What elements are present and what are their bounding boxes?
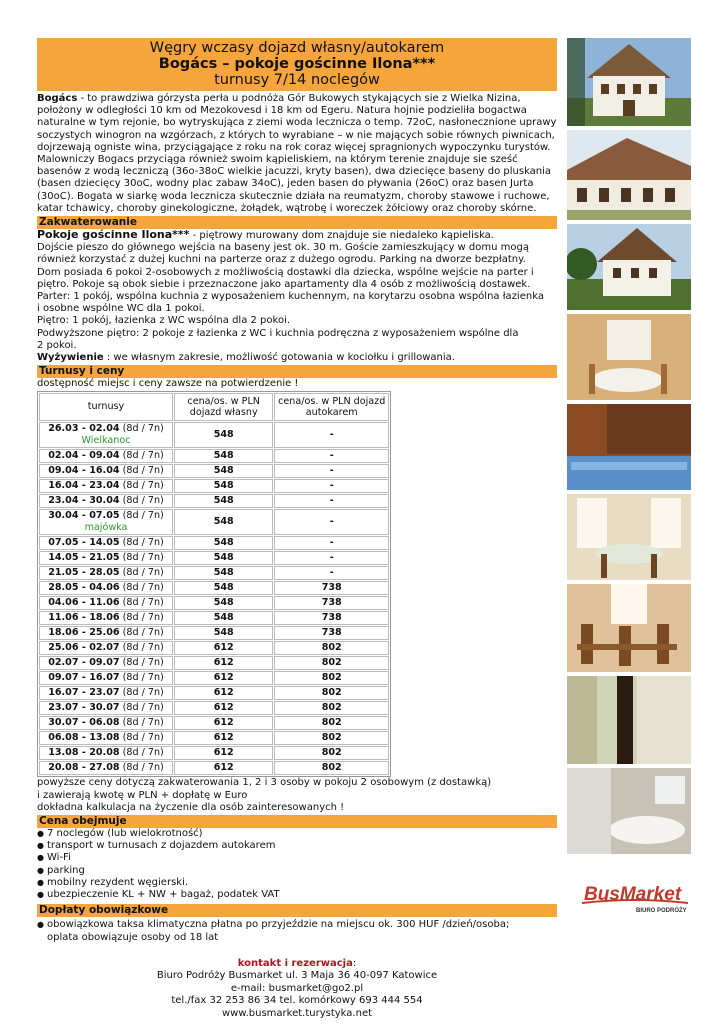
price-bus: 802 [274, 656, 389, 670]
price-own: 548 [174, 581, 273, 595]
accommodation-text1: - piętrowy murowany dom znajduje sie niedaleko kąpieliska. [189, 230, 494, 242]
price-own: 612 [174, 686, 273, 700]
title-line-2: Bogács – pokoje gościnne Ilona*** [158, 56, 436, 72]
price-bus: 802 [274, 686, 389, 700]
table-row [39, 479, 389, 493]
price-bus: - [274, 422, 389, 448]
list-item: ● ubezpieczenie KL + NW + bagaż, podatek VAT [37, 889, 557, 901]
table-row [39, 641, 389, 655]
list-item: ● obowiązkowa taksa klimatyczna płatna po przyjeździe na miejscu ok. 300 HUF /dzień/osoba; oplata obowiązuje osoby od 18 lat [37, 919, 557, 943]
title-line-3: turnusy 7/14 noclegów [214, 72, 380, 88]
accommodation-line: Parter: 1 pokój, wspólna kuchnia z wyposażeniem kuchennym, na korytarzu osobna wspólna łazienka [37, 291, 544, 303]
term-cell: 30.07 - 06.08 (8d / 7n) [39, 716, 173, 730]
intro-text: - to prawdziwa górzysta perła u podnóża Gór Bukowych stykających sie z Wielka Nizina, położony w odległości 10 km od Mezokovesd i 18 km od Egeru. Natura hojnie podzieliła bogactwa naturalne w tym rejonie, bo wytryskująca z ziemi woda lecznicza o temp. 72oC, nasłonecznione uprawy soczystych winogron na wzgórzach, z których to wyrabiane – w nie mających sobie równych piwnicach, dojrzewają ogniste wina, przyciągające z roku na rok coraz więcej spragnionych wypoczynku turystów. Malowniczy Bogacs przyciąga również swoim kąpieliskiem, na którym terenie znajduje sie sześć basenów z wodą leczniczą (36o-38oC wielkie jacuzzi, kryty basen), dwa dziecięce baseny do pluskania (basen dziecięcy 30oC, wodny plac zabaw 34oC), jeden basen do pływania (26oC) oraz basen Jurta (30oC). Bogata w siarkę woda lecznicza skutecznie działa na reumatyzm, choroby stawowe i ruchowe, katar tchawicy, choroby ginekologiczne, żołądek, wątrobę i woreczek żółciowy oraz choroby skórne. [37, 93, 557, 214]
table-row [39, 551, 389, 565]
price-bus: 802 [274, 641, 389, 655]
main-content [37, 38, 557, 1021]
price-bus: 738 [274, 596, 389, 610]
room-photo [567, 676, 691, 764]
price-own: 548 [174, 449, 273, 463]
term-cell: 16.04 - 23.04 (8d / 7n) [39, 479, 173, 493]
list-item: ● 7 noclegów (lub wielokrotność) [37, 828, 557, 840]
food-text: : we własnym zakresie, możliwość gotowania w kociołku i grillowania. [103, 352, 455, 364]
contact-website[interactable]: www.busmarket.turystyka.net [221, 1008, 373, 1020]
includes-list [37, 828, 557, 901]
house-photo [567, 38, 691, 126]
terms-after [37, 777, 557, 814]
term-cell: 11.06 - 18.06 (8d / 7n) [39, 611, 173, 625]
table-row [39, 731, 389, 745]
price-bus: 802 [274, 671, 389, 685]
house-photo [567, 130, 691, 220]
term-cell: 13.08 - 20.08 (8d / 7n) [39, 746, 173, 760]
price-own: 548 [174, 464, 273, 478]
contact-email[interactable]: e-mail: busmarket@go2.pl [230, 982, 364, 994]
price-own: 612 [174, 746, 273, 760]
price-bus: - [274, 551, 389, 565]
table-row [39, 716, 389, 730]
term-cell: 14.05 - 21.05 (8d / 7n) [39, 551, 173, 565]
table-row [39, 449, 389, 463]
table-row [39, 746, 389, 760]
section-includes: Cena obejmuje [37, 815, 557, 828]
terms-note: dostępność miejsc i ceny zawsze na potwierdzenie ! [37, 378, 299, 390]
price-bus: 738 [274, 626, 389, 640]
price-bus: 738 [274, 581, 389, 595]
accommodation-line: 2 pokoi. [37, 339, 77, 351]
price-own: 612 [174, 761, 273, 775]
price-bus: - [274, 494, 389, 508]
price-bus: 738 [274, 611, 389, 625]
price-own: 612 [174, 671, 273, 685]
accommodation-name: Pokoje gościnne Ilona*** [37, 228, 190, 242]
price-own: 612 [174, 731, 273, 745]
term-cell: 07.05 - 14.05 (8d / 7n) [39, 536, 173, 550]
price-own: 548 [174, 626, 273, 640]
price-bus: 802 [274, 731, 389, 745]
price-own: 612 [174, 701, 273, 715]
logo-sub: BIURO PODRÓŻY [636, 908, 687, 914]
term-cell: 04.06 - 11.06 (8d / 7n) [39, 596, 173, 610]
room-photo [567, 584, 691, 672]
accommodation-line: Podwyższone piętro: 2 pokoje z łazienka z WC i kuchnia podręczna z wyposażeniem wspólne dla [37, 327, 519, 339]
price-own: 612 [174, 656, 273, 670]
price-bus: - [274, 464, 389, 478]
price-bus: 802 [274, 701, 389, 715]
house-photo [567, 224, 691, 310]
room-photo [567, 404, 691, 490]
logo-brand: BusMarket [584, 884, 682, 905]
list-item: ● Wi-Fi [37, 852, 557, 864]
col-term: turnusy [39, 393, 173, 421]
price-bus: - [274, 566, 389, 580]
price-bus: - [274, 479, 389, 493]
price-own: 548 [174, 479, 273, 493]
price-own: 612 [174, 716, 273, 730]
term-cell: 25.06 - 02.07 (8d / 7n) [39, 641, 173, 655]
price-own: 548 [174, 611, 273, 625]
title-banner [37, 38, 557, 91]
contact-line: tel./fax 32 253 86 34 tel. komórkowy 693 444 554 [171, 995, 423, 1007]
table-row [39, 626, 389, 640]
accommodation-line: Piętro: 1 pokój, łazienka z WC wspólna dla 2 pokoi. [37, 315, 291, 327]
term-cell: 30.04 - 07.05 (8d / 7n) majówka [39, 509, 173, 535]
table-row [39, 701, 389, 715]
price-bus: 802 [274, 746, 389, 760]
term-cell: 26.03 - 02.04 (8d / 7n) Wielkanoc [39, 422, 173, 448]
term-cell: 18.06 - 25.06 (8d / 7n) [39, 626, 173, 640]
accommodation-line: Dojście pieszo do głównego wejścia na baseny jest ok. 30 m. Goście zamieszkujący w domu mogą [37, 242, 529, 254]
term-cell: 09.04 - 16.04 (8d / 7n) [39, 464, 173, 478]
intro-bold: Bogács [37, 93, 78, 104]
room-photo [567, 314, 691, 400]
table-row [39, 566, 389, 580]
term-cell: 20.08 - 27.08 (8d / 7n) [39, 761, 173, 775]
term-cell: 16.07 - 23.07 (8d / 7n) [39, 686, 173, 700]
photo-column [567, 38, 691, 858]
price-bus: - [274, 509, 389, 535]
term-cell: 28.05 - 04.06 (8d / 7n) [39, 581, 173, 595]
table-row [39, 686, 389, 700]
contact-line: Biuro Podróży Busmarket ul. 3 Maja 36 40-097 Katowice [156, 970, 438, 982]
contact-label: kontakt i rezerwacja [237, 957, 353, 969]
price-table [37, 391, 391, 777]
price-own: 548 [174, 422, 273, 448]
section-accommodation: Zakwaterowanie [37, 216, 557, 229]
terms-after-line: powyższe ceny dotyczą zakwaterowania 1, 2 i 3 osoby w pokoju 2 osobowym (z dostawką) [37, 777, 492, 789]
term-cell: 02.07 - 09.07 (8d / 7n) [39, 656, 173, 670]
table-row [39, 536, 389, 550]
term-cell: 06.08 - 13.08 (8d / 7n) [39, 731, 173, 745]
accommodation-body [37, 229, 557, 364]
list-item: ● mobilny rezydent węgierski. [37, 877, 557, 889]
room-photo [567, 494, 691, 580]
contact-block: kontakt i rezerwacja: Biuro Podróży Busmarket ul. 3 Maja 36 40-097 Katowice e-mail: busmarket@go2.pl tel./fax 32 253 86 34 tel. komórkowy 693 444 554 www.busmarket.turystyka.net [37, 958, 557, 1021]
table-row [39, 656, 389, 670]
price-own: 548 [174, 509, 273, 535]
term-event: majówka [84, 522, 128, 534]
list-item: ● parking [37, 865, 557, 877]
table-row [39, 422, 389, 448]
price-own: 548 [174, 536, 273, 550]
col-own: cena/os. w PLN dojazd własny [174, 393, 273, 421]
food-label: Wyżywienie [37, 352, 104, 364]
accommodation-line: również korzystać z dużej kuchni na parterze oraz z dużego ogrodu. Parking na dworze bezpłatny. [37, 254, 526, 266]
price-bus: 802 [274, 761, 389, 775]
table-row [39, 581, 389, 595]
bathroom-photo [567, 768, 691, 854]
accommodation-line: piętro. Pokoje są obok siebie i przeznaczone jako apartamenty dla 4 osób z możliwością dostawek. [37, 278, 531, 290]
section-terms: Turnusy i ceny [37, 365, 557, 378]
price-bus: - [274, 449, 389, 463]
price-own: 548 [174, 494, 273, 508]
price-own: 548 [174, 551, 273, 565]
surcharges-list [37, 919, 557, 943]
col-bus: cena/os. w PLN dojazd autokarem [274, 393, 389, 421]
price-own: 612 [174, 641, 273, 655]
price-own: 548 [174, 596, 273, 610]
term-cell: 09.07 - 16.07 (8d / 7n) [39, 671, 173, 685]
list-item: ● transport w turnusach z dojazdem autokarem [37, 840, 557, 852]
table-row [39, 596, 389, 610]
accommodation-line: i osobne wspólne WC dla 1 pokoi. [37, 303, 205, 315]
table-row [39, 509, 389, 535]
price-bus: - [274, 536, 389, 550]
term-cell: 23.07 - 30.07 (8d / 7n) [39, 701, 173, 715]
busmarket-logo [580, 880, 690, 916]
intro-paragraph [37, 93, 557, 215]
price-bus: 802 [274, 716, 389, 730]
table-row [39, 611, 389, 625]
term-cell: 23.04 - 30.04 (8d / 7n) [39, 494, 173, 508]
term-cell: 02.04 - 09.04 (8d / 7n) [39, 449, 173, 463]
terms-after-line: i zawierają kwotę w PLN + dopłatę w Euro [37, 789, 248, 801]
term-cell: 21.05 - 28.05 (8d / 7n) [39, 566, 173, 580]
table-row [39, 464, 389, 478]
accommodation-line: Dom posiada 6 pokoi 2-osobowych z możliwością dostawki dla dziecka, wspólne wejście na parter i [37, 266, 534, 278]
terms-after-line: dokładna kalkulacja na życzenie dla osób zainteresowanych ! [37, 801, 345, 813]
price-own: 548 [174, 566, 273, 580]
title-line-1: Węgry wczasy dojazd własny/autokarem [149, 40, 445, 56]
table-row [39, 494, 389, 508]
table-row [39, 761, 389, 775]
term-event: Wielkanoc [81, 435, 131, 447]
table-row [39, 671, 389, 685]
price-table-header [39, 393, 389, 421]
section-surcharges: Dopłaty obowiązkowe [37, 904, 557, 917]
